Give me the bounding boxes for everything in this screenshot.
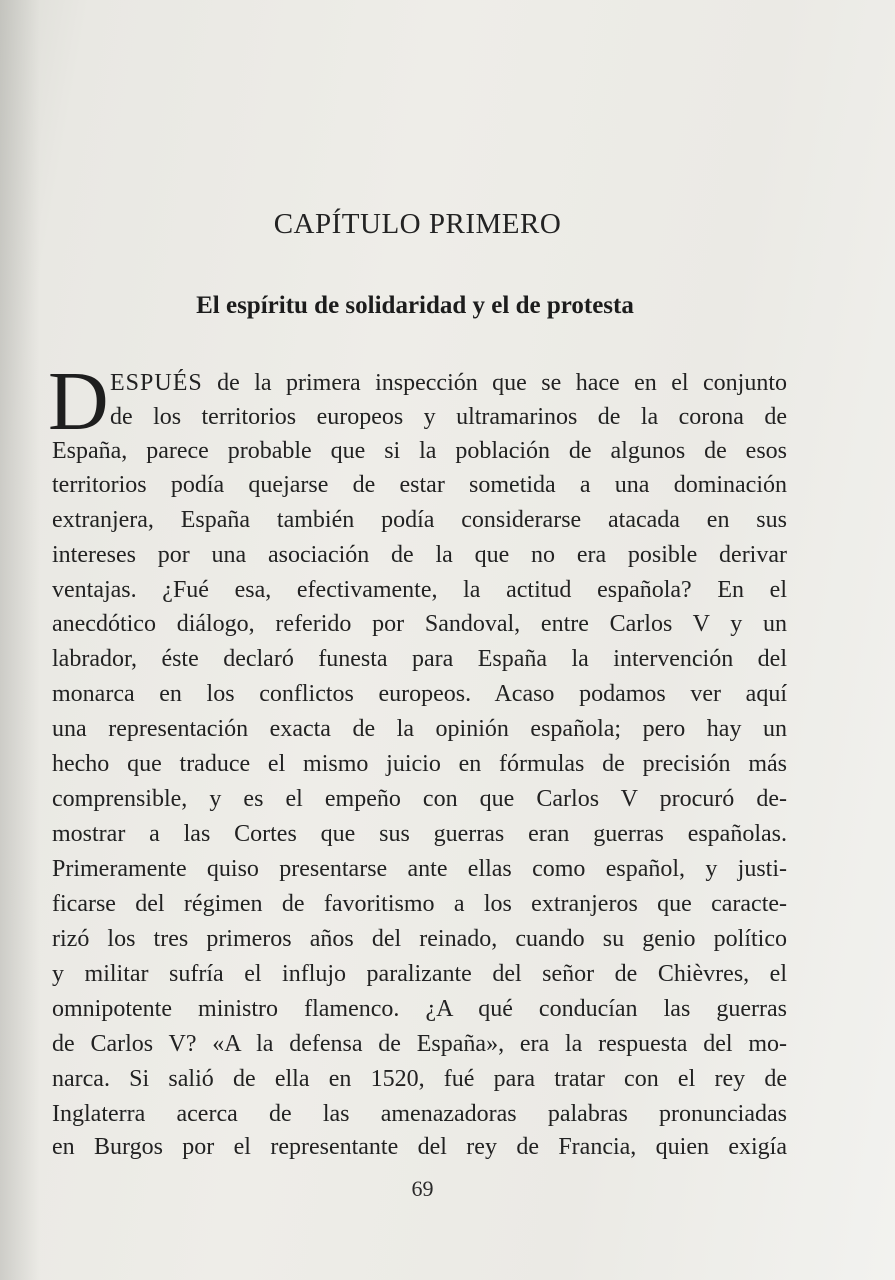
paragraph-line-8: anecdótico diálogo, referido por Sandoval, entre Carlos V y un — [52, 611, 787, 637]
paragraph-line-6: intereses por una asociación de la que no era posible derivar — [52, 542, 787, 568]
page-number: 69 — [411, 1176, 434, 1201]
paragraph-line-7: ventajas. ¿Fué esa, efectivamente, la actitud española? En el — [52, 577, 787, 603]
line-text: de la primera inspección que se hace en el conjunto — [202, 370, 787, 396]
paragraph-line-2: de los territorios europeos y ultramarinos de la corona de — [110, 404, 787, 430]
first-word-rest: ESPUÉS — [110, 370, 203, 396]
paragraph-line-5: extranjera, España también podía considerarse atacada en sus — [52, 507, 787, 533]
section-title: El espíritu de solidaridad y el de protesta — [196, 292, 634, 319]
paragraph-line-9: labrador, éste declaró funesta para España la intervención del — [52, 646, 787, 672]
paragraph-line-1 — [110, 366, 787, 400]
paragraph-line-16: ficarse del régimen de favoritismo a los extranjeros que caracte- — [52, 891, 787, 917]
paragraph-line-23: en Burgos por el representante del rey de Francia, quien exigía — [52, 1134, 787, 1160]
drop-cap: D — [48, 355, 109, 448]
paragraph-line-4: territorios podía quejarse de estar sometida a una dominación — [52, 472, 787, 498]
paragraph-line-13: comprensible, y es el empeño con que Carlos V procuró de- — [52, 786, 787, 812]
paragraph-line-17: rizó los tres primeros años del reinado, cuando su genio político — [52, 926, 787, 952]
paragraph-line-3: España, parece probable que si la población de algunos de esos — [52, 438, 787, 464]
paragraph-line-18: y militar sufría el influjo paralizante del señor de Chièvres, el — [52, 961, 787, 987]
chapter-title: CAPÍTULO PRIMERO — [273, 208, 562, 240]
page-gutter-shadow — [0, 0, 40, 1280]
paragraph-line-11: una representación exacta de la opinión española; pero hay un — [52, 716, 787, 742]
paragraph-line-14: mostrar a las Cortes que sus guerras eran guerras españolas. — [52, 821, 787, 847]
paragraph-line-22: Inglaterra acerca de las amenazadoras palabras pronunciadas — [52, 1101, 787, 1127]
paragraph-line-21: narca. Si salió de ella en 1520, fué para tratar con el rey de — [52, 1066, 787, 1092]
paragraph-line-12: hecho que traduce el mismo juicio en fórmulas de precisión más — [52, 751, 787, 777]
paragraph-line-19: omnipotente ministro flamenco. ¿A qué conducían las guerras — [52, 996, 787, 1022]
paragraph-line-20: de Carlos V? «A la defensa de España», era la respuesta del mo- — [52, 1031, 787, 1057]
paragraph-line-10: monarca en los conflictos europeos. Acaso podamos ver aquí — [52, 681, 787, 707]
paragraph-line-15: Primeramente quiso presentarse ante ellas como español, y justi- — [52, 856, 787, 882]
